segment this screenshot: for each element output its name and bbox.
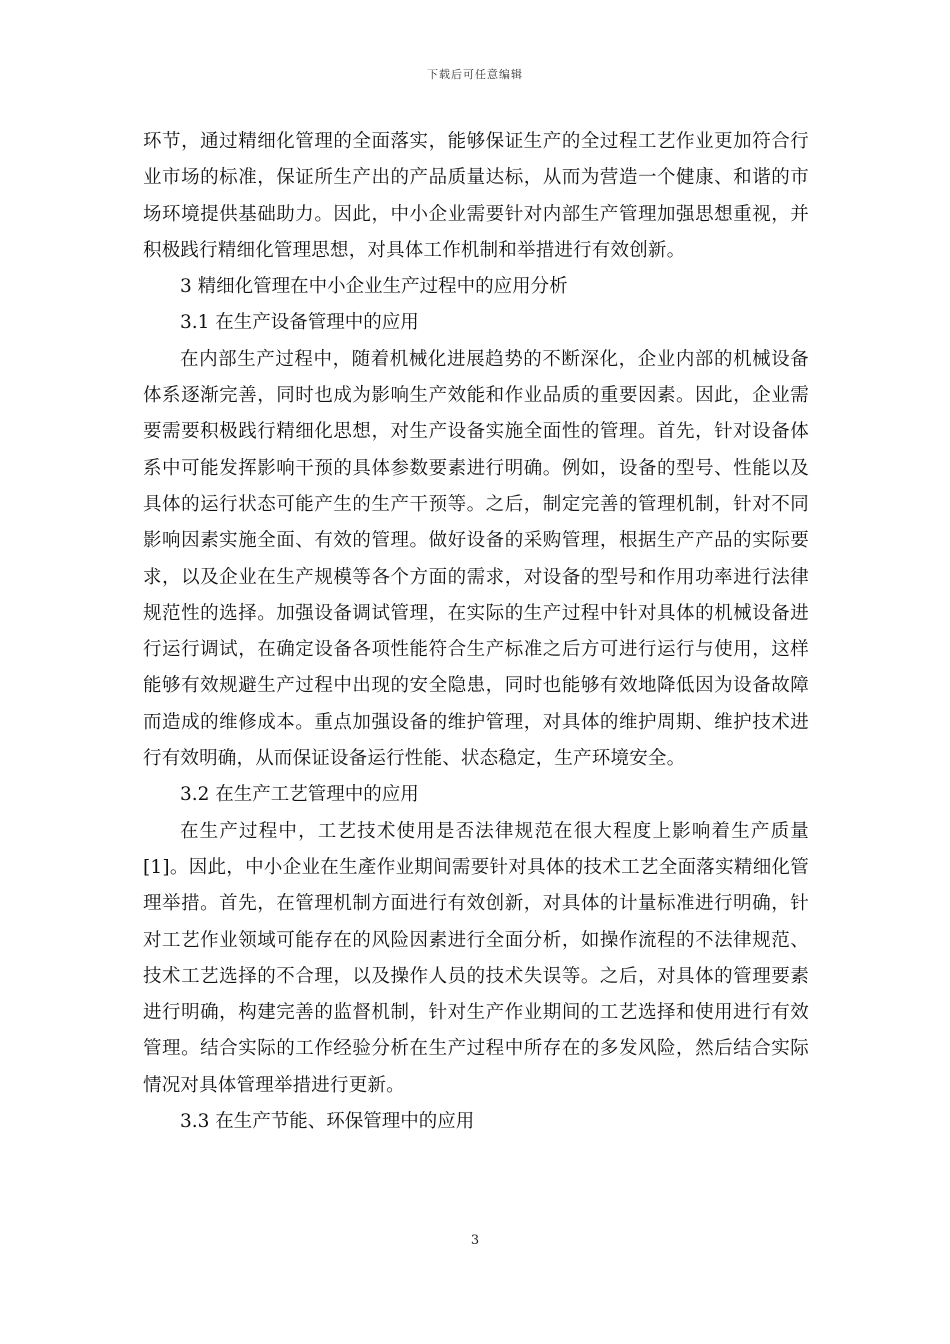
page-header: 下载后可任意编辑 (427, 68, 523, 81)
paragraph-equipment-management: 在内部生产过程中，随着机械化进展趋势的不断深化，企业内部的机械设备体系逐渐完善，同时也成为影响生产效能和作业品质的重要因素。因此，企业需要需要积极践行精细化思想，对生产设备实施全面性的管理。首先，针对设备体系中可能发挥影响干预的具体参数要素进行明确。例如，设备的型号、性能以及具体的运行状态可能产生的生产干预等。之后，制定完善的管理机制，针对不同影响因素实施全面、有效的管理。做好设备的采购管理，根据生产产品的实际要求，以及企业在生产规模等各个方面的需求，对设备的型号和作用功率进行法律规范性的选择。加强设备调试管理，在实际的生产过程中针对具体的机械设备进行运行调试，在确定设备各项性能符合生产标准之后方可进行运行与使用，这样能够有效规避生产过程中出现的安全隐患，同时也能够有效地降低因为设备故障而造成的维修成本。重点加强设备的维护管理，对具体的维护周期、维护技术进行有效明确，从而保证设备运行性能、状态稳定，生产环境安全。 (143, 348, 809, 770)
subsection-heading-3-2: 3.2 在生产工艺管理中的应用 (180, 784, 419, 806)
document-body (143, 124, 809, 1140)
paragraph-process-management: 在生产过程中，工艺技术使用是否法律规范在很大程度上影响着生产质量[1]。因此，中小企业在生產作业期间需要针对具体的技术工艺全面落实精细化管理举措。首先，在管理机制方面进行有效创新，对具体的计量标准进行明确，针对工艺作业领域可能存在的风险因素进行全面分析，如操作流程的不法律规范、技术工艺选择的不合理，以及操作人员的技术失误等。之后，对具体的管理要素进行明确，构建完善的监督机制，针对生产作业期间的工艺选择和使用进行有效管理。结合实际的工作经验分析在生产过程中所存在的多发风险，然后结合实际情况对具体管理举措进行更新。 (143, 820, 809, 1096)
page-number: 3 (470, 1233, 480, 1248)
section-heading-3: 3 精细化管理在中小企业生产过程中的应用分析 (180, 276, 568, 298)
subsection-heading-3-3: 3.3 在生产节能、环保管理中的应用 (180, 1111, 475, 1133)
subsection-heading-3-1: 3.1 在生产设备管理中的应用 (180, 312, 419, 334)
paragraph-continued: 环节，通过精细化管理的全面落实，能够保证生产的全过程工艺作业更加符合行业市场的标准，保证所生产出的产品质量达标，从而为营造一个健康、和谐的市场环境提供基础助力。因此，中小企业需要针对内部生产管理加强思想重视，并积极践行精细化管理思想，对具体工作机制和举措进行有效创新。 (143, 131, 809, 261)
